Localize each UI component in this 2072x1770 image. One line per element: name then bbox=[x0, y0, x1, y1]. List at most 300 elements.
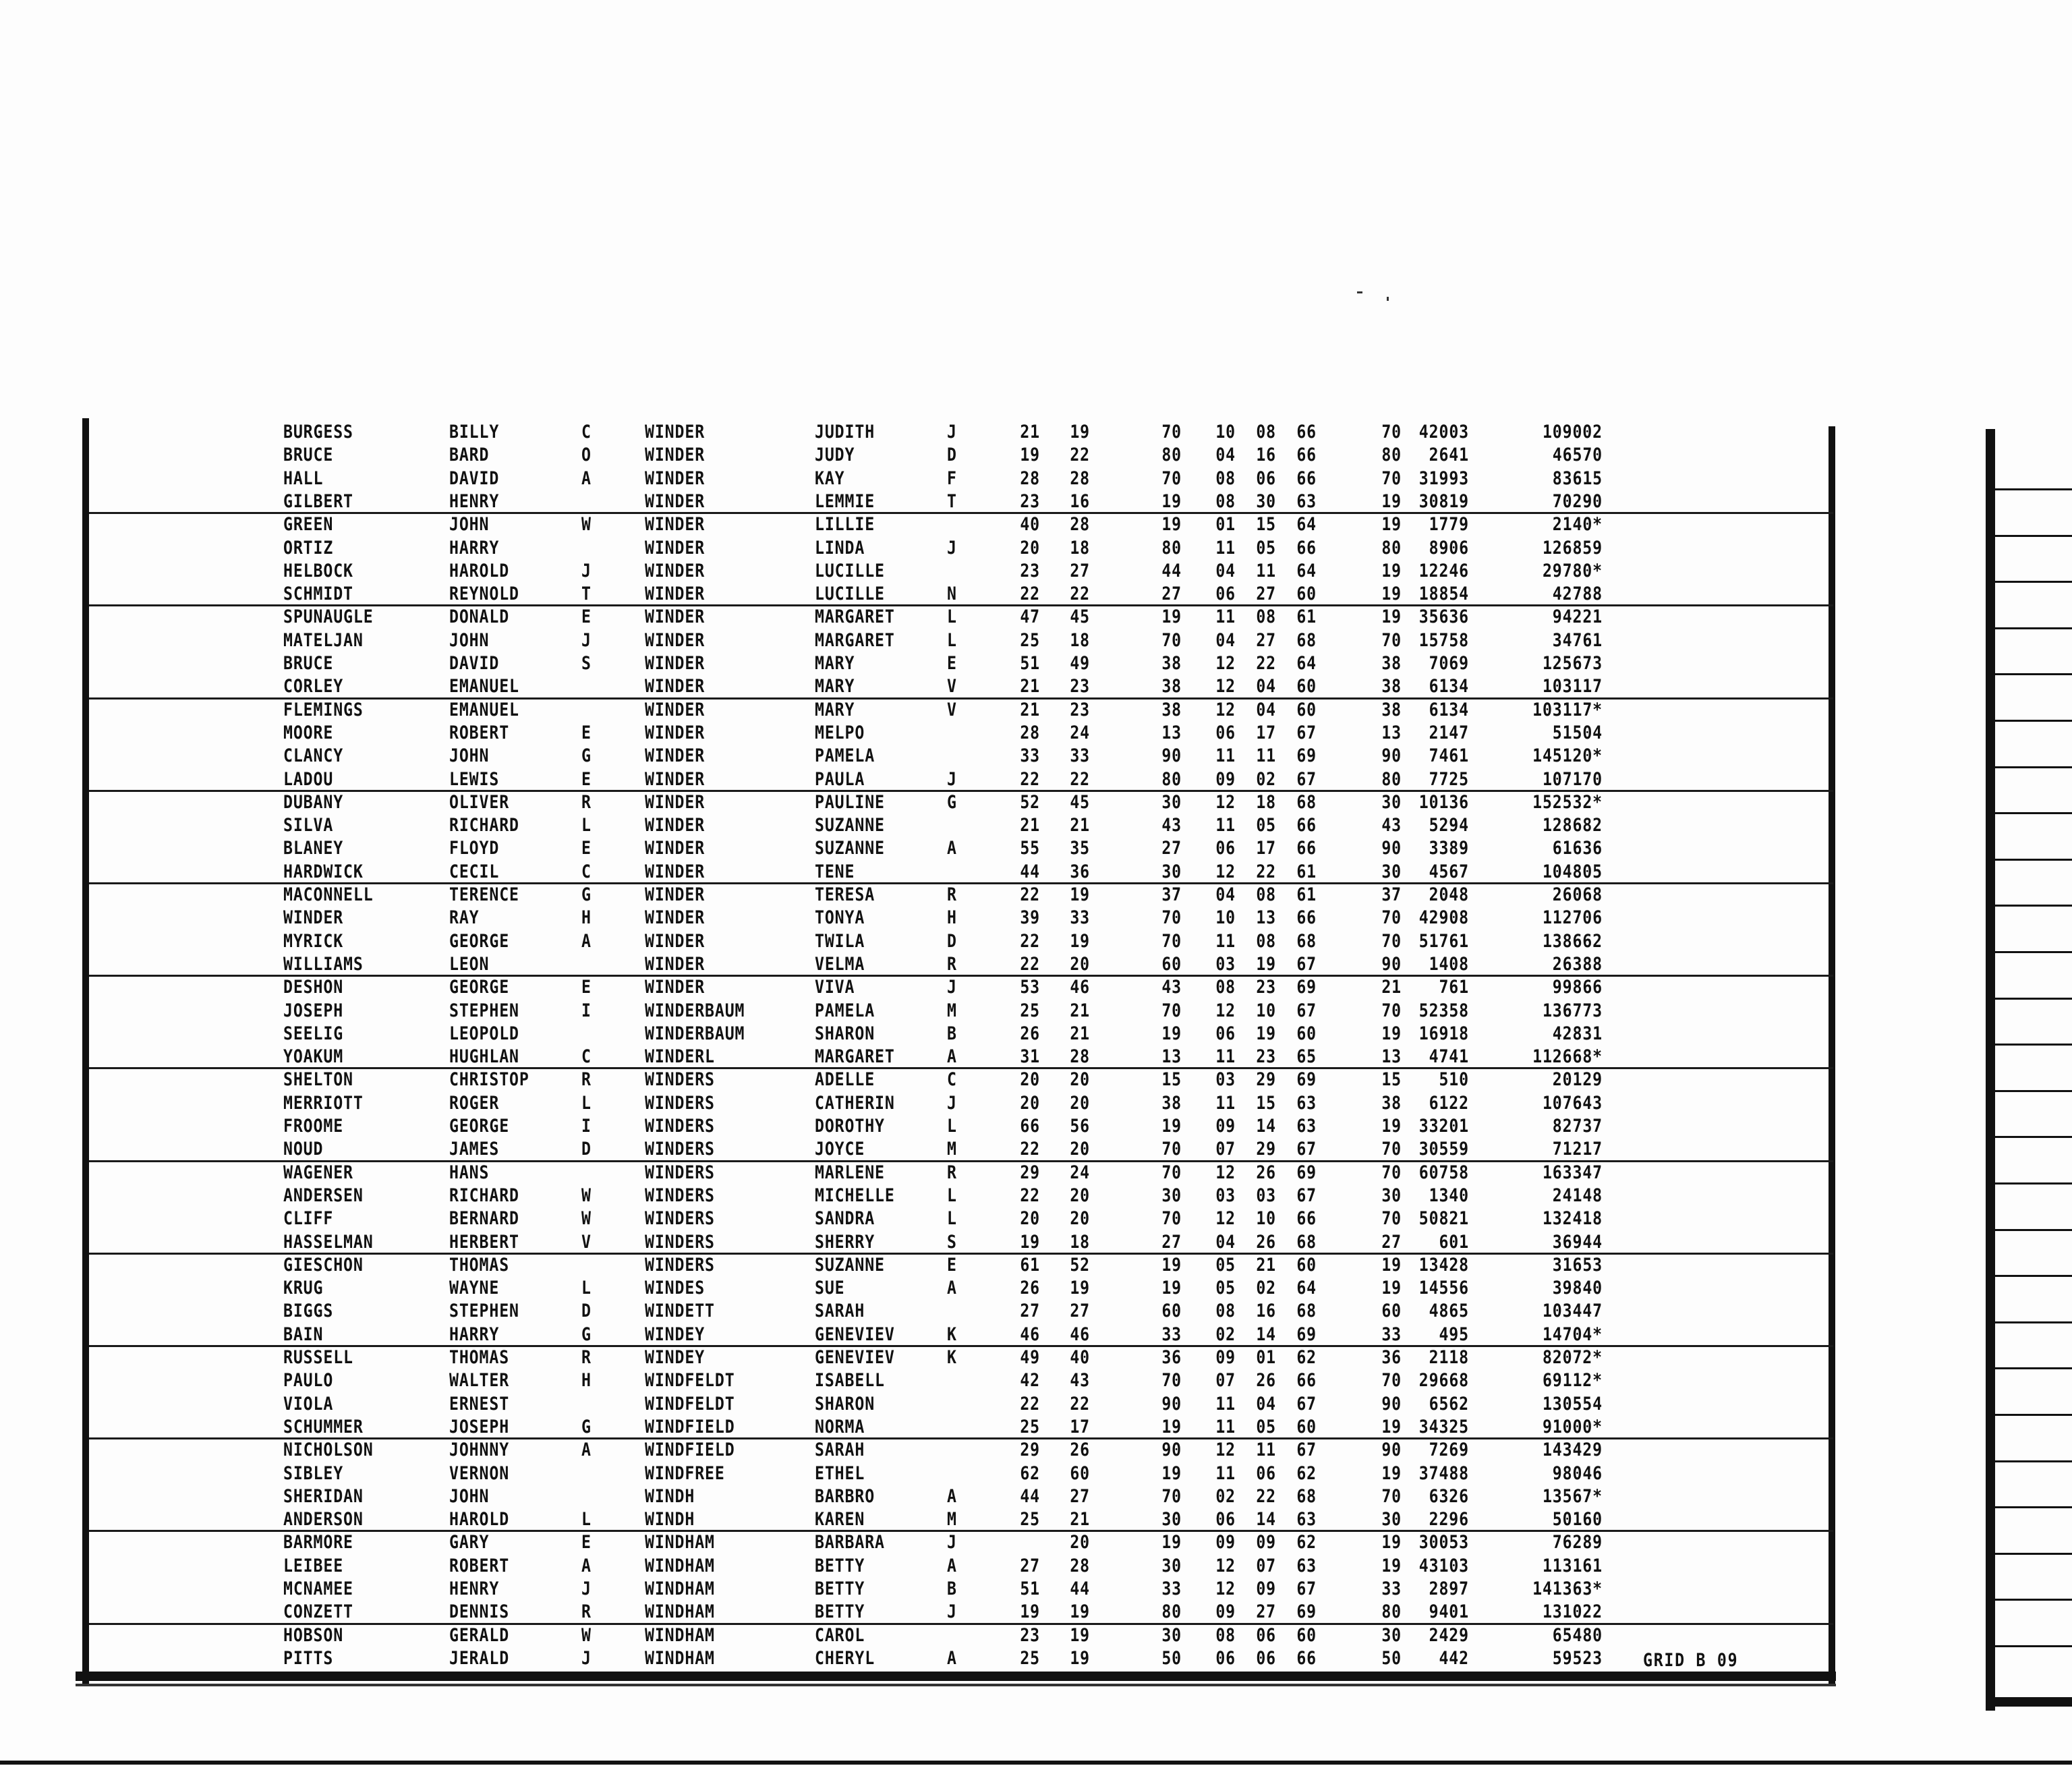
record-id-cell: 46570 bbox=[1552, 445, 1603, 466]
date-day-cell: 18 bbox=[1256, 791, 1276, 813]
last-name-cell: FLEMINGS bbox=[283, 699, 364, 720]
certificate-number-cell: 2429 bbox=[1429, 1624, 1469, 1646]
date-year-cell: 68 bbox=[1296, 1301, 1317, 1322]
spouse-middle-initial-cell: D bbox=[947, 930, 957, 952]
adjacent-page-rule bbox=[1995, 998, 2072, 1000]
age-2-cell: 21 bbox=[1070, 1000, 1090, 1021]
date-month-cell: 08 bbox=[1215, 1301, 1236, 1322]
county-code-cell: 80 bbox=[1161, 1601, 1182, 1623]
spouse-middle-initial-cell: G bbox=[947, 791, 957, 813]
last-name-cell: NICHOLSON bbox=[283, 1439, 374, 1461]
date-year-cell: 61 bbox=[1296, 606, 1317, 628]
age-2-cell: 20 bbox=[1070, 953, 1090, 975]
record-id-cell: 71217 bbox=[1552, 1139, 1603, 1160]
date-day-cell: 14 bbox=[1256, 1116, 1276, 1137]
spouse-given-name-cell: GENEVIEV bbox=[815, 1347, 895, 1368]
volume-code-cell: 70 bbox=[1381, 1000, 1402, 1021]
last-name-cell: SPUNAUGLE bbox=[283, 606, 374, 628]
spouse-middle-initial-cell: B bbox=[947, 1578, 957, 1599]
spouse-surname-cell: WINDHAM bbox=[645, 1555, 715, 1576]
volume-code-cell: 19 bbox=[1381, 514, 1402, 536]
age-2-cell: 20 bbox=[1070, 1184, 1090, 1206]
date-day-cell: 29 bbox=[1256, 1139, 1276, 1160]
adjacent-page-rule bbox=[1995, 1136, 2072, 1138]
county-code-cell: 38 bbox=[1161, 1092, 1182, 1114]
date-day-cell: 21 bbox=[1256, 1254, 1276, 1276]
date-day-cell: 03 bbox=[1256, 1184, 1276, 1206]
age-1-cell: 21 bbox=[1020, 699, 1040, 720]
spouse-middle-initial-cell: A bbox=[947, 1046, 957, 1068]
last-name-cell: LADOU bbox=[283, 768, 334, 790]
record-id-cell: 107643 bbox=[1542, 1092, 1603, 1114]
age-2-cell: 35 bbox=[1070, 838, 1090, 859]
middle-initial-cell: D bbox=[581, 1139, 592, 1160]
volume-code-cell: 43 bbox=[1381, 815, 1402, 836]
date-year-cell: 68 bbox=[1296, 629, 1317, 651]
table-row bbox=[0, 1369, 1821, 1392]
age-2-cell: 20 bbox=[1070, 1092, 1090, 1114]
adjacent-page-base bbox=[1986, 1697, 2072, 1707]
middle-initial-cell: L bbox=[581, 1509, 592, 1531]
volume-code-cell: 80 bbox=[1381, 768, 1402, 790]
age-2-cell: 45 bbox=[1070, 791, 1090, 813]
spouse-surname-cell: WINDERS bbox=[645, 1231, 715, 1253]
spouse-middle-initial-cell: E bbox=[947, 653, 957, 674]
last-name-cell: MYRICK bbox=[283, 930, 344, 952]
middle-initial-cell: C bbox=[581, 861, 592, 882]
spouse-middle-initial-cell: J bbox=[947, 1601, 957, 1623]
table-row bbox=[0, 1068, 1821, 1091]
adjacent-page-rule bbox=[1995, 1414, 2072, 1416]
date-month-cell: 07 bbox=[1215, 1370, 1236, 1392]
last-name-cell: SCHMIDT bbox=[283, 583, 353, 605]
volume-code-cell: 80 bbox=[1381, 445, 1402, 466]
age-1-cell: 26 bbox=[1020, 1278, 1040, 1299]
volume-code-cell: 70 bbox=[1381, 1370, 1402, 1392]
volume-code-cell: 36 bbox=[1381, 1347, 1402, 1368]
first-name-cell: LEON bbox=[449, 953, 490, 975]
spouse-given-name-cell: SUE bbox=[815, 1278, 845, 1299]
date-day-cell: 27 bbox=[1256, 629, 1276, 651]
record-id-cell: 24148 bbox=[1552, 1184, 1603, 1206]
spouse-surname-cell: WINDER bbox=[645, 629, 706, 651]
adjacent-page-rule bbox=[1995, 1321, 2072, 1323]
spouse-surname-cell: WINDHAM bbox=[645, 1532, 715, 1553]
county-code-cell: 36 bbox=[1161, 1347, 1182, 1368]
date-year-cell: 61 bbox=[1296, 861, 1317, 882]
date-year-cell: 69 bbox=[1296, 1162, 1317, 1183]
certificate-number-cell: 9401 bbox=[1429, 1601, 1469, 1623]
county-code-cell: 70 bbox=[1161, 1370, 1182, 1392]
spouse-given-name-cell: BETTY bbox=[815, 1601, 865, 1623]
spouse-given-name-cell: MICHELLE bbox=[815, 1184, 895, 1206]
record-id-cell: 103447 bbox=[1542, 1301, 1603, 1322]
last-name-cell: JOSEPH bbox=[283, 1000, 344, 1021]
date-day-cell: 29 bbox=[1256, 1069, 1276, 1091]
scan-speck bbox=[1387, 297, 1389, 301]
table-row bbox=[0, 513, 1821, 536]
middle-initial-cell: G bbox=[581, 884, 592, 905]
spouse-middle-initial-cell: A bbox=[947, 1278, 957, 1299]
date-month-cell: 04 bbox=[1215, 445, 1236, 466]
first-name-cell: WALTER bbox=[449, 1370, 510, 1392]
first-name-cell: DENNIS bbox=[449, 1601, 510, 1623]
last-name-cell: DESHON bbox=[283, 977, 344, 998]
adjacent-page-rule bbox=[1995, 1182, 2072, 1184]
date-day-cell: 22 bbox=[1256, 653, 1276, 674]
certificate-number-cell: 6562 bbox=[1429, 1393, 1469, 1415]
volume-code-cell: 70 bbox=[1381, 1485, 1402, 1507]
last-name-cell: SCHUMMER bbox=[283, 1416, 364, 1437]
record-id-cell: 109002 bbox=[1542, 422, 1603, 442]
first-name-cell: GEORGE bbox=[449, 1116, 510, 1137]
adjacent-page-rule bbox=[1995, 1229, 2072, 1231]
middle-initial-cell: E bbox=[581, 1532, 592, 1553]
age-1-cell: 66 bbox=[1020, 1116, 1040, 1137]
first-name-cell: HUGHLAN bbox=[449, 1046, 519, 1068]
first-name-cell: STEPHEN bbox=[449, 1301, 519, 1322]
last-name-cell: WAGENER bbox=[283, 1162, 353, 1183]
age-1-cell: 22 bbox=[1020, 930, 1040, 952]
date-year-cell: 62 bbox=[1296, 1462, 1317, 1484]
age-1-cell: 51 bbox=[1020, 1578, 1040, 1599]
age-1-cell: 55 bbox=[1020, 838, 1040, 859]
record-id-cell: 99866 bbox=[1552, 977, 1603, 998]
certificate-number-cell: 30819 bbox=[1418, 490, 1469, 512]
date-day-cell: 05 bbox=[1256, 537, 1276, 559]
date-day-cell: 05 bbox=[1256, 815, 1276, 836]
age-1-cell: 25 bbox=[1020, 629, 1040, 651]
certificate-number-cell: 15758 bbox=[1418, 629, 1469, 651]
county-code-cell: 60 bbox=[1161, 1301, 1182, 1322]
spouse-given-name-cell: PAMELA bbox=[815, 745, 875, 767]
first-name-cell: HAROLD bbox=[449, 1509, 510, 1531]
age-2-cell: 46 bbox=[1070, 977, 1090, 998]
first-name-cell: BERNARD bbox=[449, 1208, 519, 1230]
spouse-middle-initial-cell: J bbox=[947, 422, 957, 442]
date-month-cell: 04 bbox=[1215, 1231, 1236, 1253]
spouse-given-name-cell: SUZANNE bbox=[815, 1254, 885, 1276]
first-name-cell: TERENCE bbox=[449, 884, 519, 905]
spouse-given-name-cell: SANDRA bbox=[815, 1208, 875, 1230]
certificate-number-cell: 2118 bbox=[1429, 1347, 1469, 1368]
age-1-cell: 26 bbox=[1020, 1023, 1040, 1044]
adjacent-page-rule bbox=[1995, 766, 2072, 768]
spouse-surname-cell: WINDHAM bbox=[645, 1647, 715, 1669]
spouse-surname-cell: WINDERL bbox=[645, 1046, 715, 1068]
certificate-number-cell: 6134 bbox=[1429, 699, 1469, 720]
certificate-number-cell: 43103 bbox=[1418, 1555, 1469, 1576]
certificate-number-cell: 31993 bbox=[1418, 467, 1469, 489]
volume-code-cell: 19 bbox=[1381, 1023, 1402, 1044]
spouse-given-name-cell: LINDA bbox=[815, 537, 865, 559]
record-id-cell: 42831 bbox=[1552, 1023, 1603, 1044]
first-name-cell: EMANUEL bbox=[449, 699, 519, 720]
table-row bbox=[0, 467, 1821, 490]
age-2-cell: 24 bbox=[1070, 722, 1090, 743]
spouse-middle-initial-cell: L bbox=[947, 1116, 957, 1137]
age-1-cell: 19 bbox=[1020, 1231, 1040, 1253]
date-month-cell: 12 bbox=[1215, 1162, 1236, 1183]
date-year-cell: 66 bbox=[1296, 1370, 1317, 1392]
age-1-cell: 27 bbox=[1020, 1301, 1040, 1322]
table-row bbox=[0, 745, 1821, 768]
middle-initial-cell: G bbox=[581, 745, 592, 767]
first-name-cell: OLIVER bbox=[449, 791, 510, 813]
date-day-cell: 04 bbox=[1256, 699, 1276, 720]
certificate-number-cell: 1340 bbox=[1429, 1184, 1469, 1206]
record-id-cell: 152532* bbox=[1532, 791, 1603, 813]
record-id-cell: 31653 bbox=[1552, 1254, 1603, 1276]
date-day-cell: 14 bbox=[1256, 1323, 1276, 1345]
age-1-cell: 21 bbox=[1020, 815, 1040, 836]
middle-initial-cell: L bbox=[581, 1092, 592, 1114]
age-2-cell: 26 bbox=[1070, 1439, 1090, 1461]
date-day-cell: 10 bbox=[1256, 1208, 1276, 1230]
age-2-cell: 56 bbox=[1070, 1116, 1090, 1137]
date-month-cell: 11 bbox=[1215, 815, 1236, 836]
spouse-given-name-cell: KAREN bbox=[815, 1509, 865, 1531]
age-2-cell: 18 bbox=[1070, 1231, 1090, 1253]
age-1-cell: 25 bbox=[1020, 1509, 1040, 1531]
spouse-surname-cell: WINDEY bbox=[645, 1347, 706, 1368]
certificate-number-cell: 51761 bbox=[1418, 930, 1469, 952]
certificate-number-cell: 18854 bbox=[1418, 583, 1469, 605]
first-name-cell: THOMAS bbox=[449, 1347, 510, 1368]
spouse-surname-cell: WINDER bbox=[645, 490, 706, 512]
age-1-cell: 22 bbox=[1020, 953, 1040, 975]
volume-code-cell: 19 bbox=[1381, 1532, 1402, 1553]
adjacent-page-rule bbox=[1995, 905, 2072, 907]
age-1-cell: 42 bbox=[1020, 1370, 1040, 1392]
age-1-cell: 28 bbox=[1020, 467, 1040, 489]
middle-initial-cell: A bbox=[581, 1555, 592, 1576]
age-2-cell: 20 bbox=[1070, 1208, 1090, 1230]
last-name-cell: NOUD bbox=[283, 1139, 324, 1160]
date-month-cell: 04 bbox=[1215, 629, 1236, 651]
middle-initial-cell: T bbox=[581, 583, 592, 605]
age-2-cell: 19 bbox=[1070, 930, 1090, 952]
date-month-cell: 09 bbox=[1215, 768, 1236, 790]
frame-bottom-shadow bbox=[76, 1684, 1836, 1686]
first-name-cell: HERBERT bbox=[449, 1231, 519, 1253]
last-name-cell: WILLIAMS bbox=[283, 953, 364, 975]
date-month-cell: 06 bbox=[1215, 1509, 1236, 1531]
spouse-surname-cell: WINDERBAUM bbox=[645, 1000, 745, 1021]
table-row bbox=[0, 629, 1821, 652]
table-row bbox=[0, 1462, 1821, 1485]
spouse-given-name-cell: LUCILLE bbox=[815, 560, 885, 581]
grid-label: GRID B 09 bbox=[1643, 1650, 1739, 1671]
spouse-middle-initial-cell: F bbox=[947, 467, 957, 489]
county-code-cell: 70 bbox=[1161, 1485, 1182, 1507]
date-month-cell: 11 bbox=[1215, 1046, 1236, 1068]
spouse-given-name-cell: MARGARET bbox=[815, 629, 895, 651]
age-2-cell: 27 bbox=[1070, 1485, 1090, 1507]
spouse-surname-cell: WINDEY bbox=[645, 1323, 706, 1345]
certificate-number-cell: 4865 bbox=[1429, 1301, 1469, 1322]
volume-code-cell: 70 bbox=[1381, 1162, 1402, 1183]
first-name-cell: HARRY bbox=[449, 537, 500, 559]
county-code-cell: 38 bbox=[1161, 676, 1182, 697]
spouse-middle-initial-cell: K bbox=[947, 1347, 957, 1368]
spouse-surname-cell: WINDER bbox=[645, 699, 706, 720]
spouse-middle-initial-cell: L bbox=[947, 606, 957, 628]
date-month-cell: 11 bbox=[1215, 1416, 1236, 1437]
record-id-cell: 29780* bbox=[1542, 560, 1603, 581]
date-year-cell: 63 bbox=[1296, 1092, 1317, 1114]
date-month-cell: 11 bbox=[1215, 1462, 1236, 1484]
certificate-number-cell: 4741 bbox=[1429, 1046, 1469, 1068]
volume-code-cell: 30 bbox=[1381, 1509, 1402, 1531]
middle-initial-cell: J bbox=[581, 1647, 592, 1669]
spouse-middle-initial-cell: J bbox=[947, 1532, 957, 1553]
table-row bbox=[0, 1346, 1821, 1369]
age-1-cell: 20 bbox=[1020, 1208, 1040, 1230]
table-row bbox=[0, 1323, 1821, 1346]
date-month-cell: 12 bbox=[1215, 1208, 1236, 1230]
table-row bbox=[0, 722, 1821, 745]
first-name-cell: LEOPOLD bbox=[449, 1023, 519, 1044]
date-year-cell: 68 bbox=[1296, 1231, 1317, 1253]
table-row bbox=[0, 1647, 1821, 1670]
spouse-given-name-cell: TWILA bbox=[815, 930, 865, 952]
record-id-cell: 2140* bbox=[1552, 514, 1603, 536]
middle-initial-cell: R bbox=[581, 791, 592, 813]
middle-initial-cell: E bbox=[581, 768, 592, 790]
table-row bbox=[0, 537, 1821, 560]
age-1-cell: 31 bbox=[1020, 1046, 1040, 1068]
middle-initial-cell: J bbox=[581, 629, 592, 651]
last-name-cell: CLANCY bbox=[283, 745, 344, 767]
first-name-cell: RICHARD bbox=[449, 1184, 519, 1206]
spouse-middle-initial-cell: L bbox=[947, 1208, 957, 1230]
date-month-cell: 06 bbox=[1215, 722, 1236, 743]
last-name-cell: ANDERSON bbox=[283, 1509, 364, 1531]
certificate-number-cell: 2147 bbox=[1429, 722, 1469, 743]
age-2-cell: 20 bbox=[1070, 1069, 1090, 1091]
record-id-cell: 65480 bbox=[1552, 1624, 1603, 1646]
last-name-cell: HELBOCK bbox=[283, 560, 353, 581]
date-year-cell: 68 bbox=[1296, 791, 1317, 813]
first-name-cell: JOSEPH bbox=[449, 1416, 510, 1437]
spouse-given-name-cell: TENE bbox=[815, 861, 855, 882]
spouse-middle-initial-cell: E bbox=[947, 1254, 957, 1276]
volume-code-cell: 30 bbox=[1381, 791, 1402, 813]
date-month-cell: 04 bbox=[1215, 884, 1236, 905]
date-year-cell: 63 bbox=[1296, 1116, 1317, 1137]
spouse-surname-cell: WINDER bbox=[645, 768, 706, 790]
date-month-cell: 08 bbox=[1215, 1624, 1236, 1646]
date-year-cell: 62 bbox=[1296, 1347, 1317, 1368]
age-1-cell bbox=[992, 1531, 1040, 1554]
spouse-middle-initial-cell: V bbox=[947, 676, 957, 697]
county-code-cell: 38 bbox=[1161, 699, 1182, 720]
spouse-given-name-cell: ADELLE bbox=[815, 1069, 875, 1091]
county-code-cell: 30 bbox=[1161, 791, 1182, 813]
spouse-middle-initial-cell: L bbox=[947, 629, 957, 651]
age-1-cell: 25 bbox=[1020, 1647, 1040, 1669]
date-day-cell: 07 bbox=[1256, 1555, 1276, 1576]
age-1-cell: 53 bbox=[1020, 977, 1040, 998]
volume-code-cell: 38 bbox=[1381, 699, 1402, 720]
volume-code-cell: 90 bbox=[1381, 1439, 1402, 1461]
last-name-cell: HALL bbox=[283, 467, 324, 489]
volume-code-cell: 19 bbox=[1381, 1254, 1402, 1276]
age-2-cell: 19 bbox=[1070, 1647, 1090, 1669]
county-code-cell: 90 bbox=[1161, 1393, 1182, 1415]
record-id-cell: 103117 bbox=[1542, 676, 1603, 697]
last-name-cell: SEELIG bbox=[283, 1023, 344, 1044]
age-1-cell: 23 bbox=[1020, 1624, 1040, 1646]
date-year-cell: 66 bbox=[1296, 838, 1317, 859]
record-id-cell: 34761 bbox=[1552, 629, 1603, 651]
volume-code-cell: 38 bbox=[1381, 1092, 1402, 1114]
certificate-number-cell: 33201 bbox=[1418, 1116, 1469, 1137]
table-row bbox=[0, 490, 1821, 513]
first-name-cell: DAVID bbox=[449, 653, 500, 674]
county-code-cell: 44 bbox=[1161, 560, 1182, 581]
certificate-number-cell: 34325 bbox=[1418, 1416, 1469, 1437]
age-2-cell: 19 bbox=[1070, 422, 1090, 442]
date-year-cell: 60 bbox=[1296, 1416, 1317, 1437]
date-day-cell: 17 bbox=[1256, 838, 1276, 859]
age-1-cell: 27 bbox=[1020, 1555, 1040, 1576]
age-2-cell: 18 bbox=[1070, 537, 1090, 559]
date-year-cell: 67 bbox=[1296, 1000, 1317, 1021]
date-year-cell: 67 bbox=[1296, 1439, 1317, 1461]
spouse-surname-cell: WINDER bbox=[645, 653, 706, 674]
spouse-surname-cell: WINDER bbox=[645, 745, 706, 767]
first-name-cell: DAVID bbox=[449, 467, 500, 489]
spouse-given-name-cell: LEMMIE bbox=[815, 490, 875, 512]
last-name-cell: MERRIOTT bbox=[283, 1092, 364, 1114]
certificate-number-cell: 7461 bbox=[1429, 745, 1469, 767]
age-2-cell: 20 bbox=[1070, 1532, 1090, 1553]
spouse-middle-initial-cell: H bbox=[947, 907, 957, 929]
date-year-cell: 60 bbox=[1296, 676, 1317, 697]
volume-code-cell: 33 bbox=[1381, 1323, 1402, 1345]
volume-code-cell: 90 bbox=[1381, 745, 1402, 767]
spouse-middle-initial-cell: A bbox=[947, 1555, 957, 1576]
spouse-surname-cell: WINDER bbox=[645, 953, 706, 975]
certificate-number-cell: 4567 bbox=[1429, 861, 1469, 882]
table-row bbox=[0, 1416, 1821, 1439]
volume-code-cell: 15 bbox=[1381, 1069, 1402, 1091]
spouse-middle-initial-cell: M bbox=[947, 1509, 957, 1531]
date-month-cell: 06 bbox=[1215, 1647, 1236, 1669]
county-code-cell: 70 bbox=[1161, 907, 1182, 929]
volume-code-cell: 80 bbox=[1381, 1601, 1402, 1623]
record-id-cell: 136773 bbox=[1542, 1000, 1603, 1021]
spouse-given-name-cell: LILLIE bbox=[815, 514, 875, 536]
table-row bbox=[0, 1184, 1821, 1207]
adjacent-page-rule bbox=[1995, 535, 2072, 537]
record-id-cell: 82072* bbox=[1542, 1347, 1603, 1368]
last-name-cell: MATELJAN bbox=[283, 629, 364, 651]
date-year-cell: 66 bbox=[1296, 1647, 1317, 1669]
table-row bbox=[0, 768, 1821, 791]
spouse-surname-cell: WINDFIELD bbox=[645, 1416, 735, 1437]
spouse-given-name-cell: KAY bbox=[815, 467, 845, 489]
spouse-given-name-cell: PAMELA bbox=[815, 1000, 875, 1021]
date-month-cell: 05 bbox=[1215, 1254, 1236, 1276]
spouse-surname-cell: WINDERS bbox=[645, 1162, 715, 1183]
date-month-cell: 12 bbox=[1215, 699, 1236, 720]
date-month-cell: 09 bbox=[1215, 1601, 1236, 1623]
spouse-middle-initial-cell: V bbox=[947, 699, 957, 720]
age-1-cell: 49 bbox=[1020, 1347, 1040, 1368]
